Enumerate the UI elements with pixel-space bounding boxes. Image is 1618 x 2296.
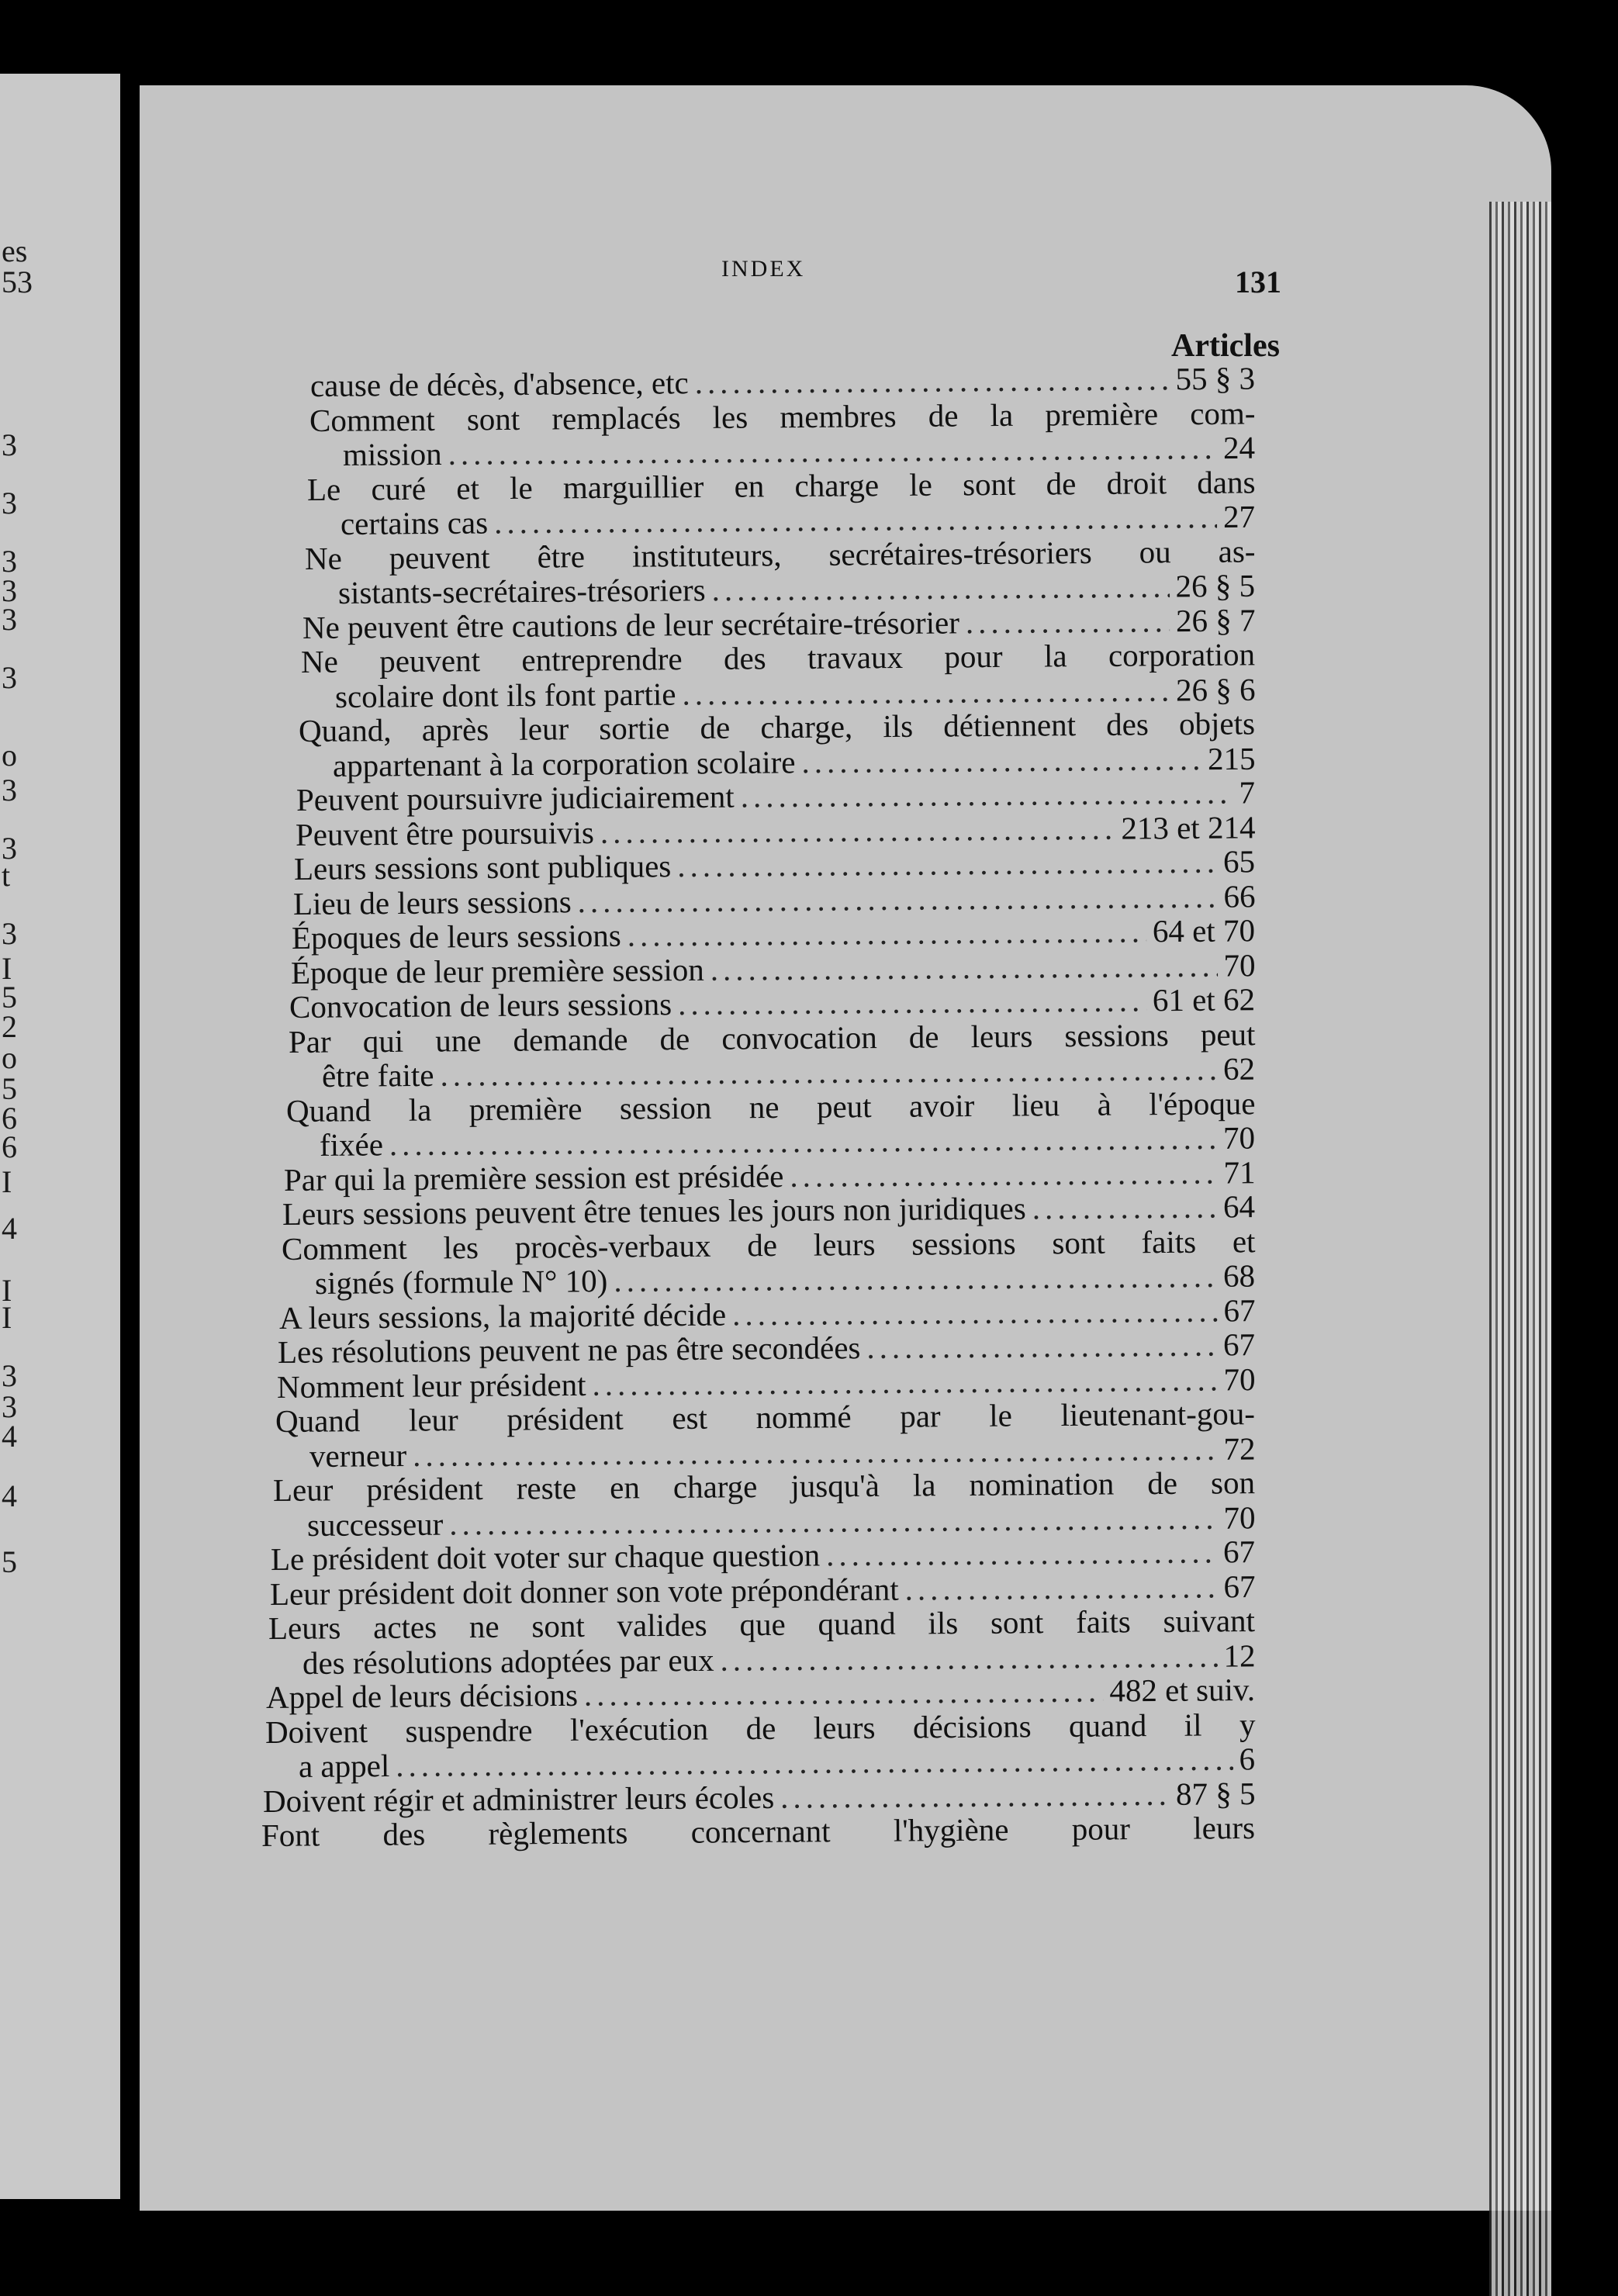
facing-page-fragment: o <box>2 1040 17 1075</box>
dot-leader <box>826 1534 1217 1572</box>
dot-leader <box>584 1674 1104 1712</box>
article-reference: 67 <box>1222 1292 1256 1328</box>
dot-leader <box>965 603 1169 639</box>
dot-leader <box>711 569 1169 607</box>
facing-page-fragment: 6 <box>2 1129 17 1164</box>
dot-leader <box>592 1362 1217 1401</box>
dot-leader <box>677 845 1217 883</box>
entry-text: Les résolutions peuvent ne pas être secondées <box>277 1330 861 1370</box>
entry-text: Leurs actes ne sont valides que quand ils sont faits suivant <box>268 1603 1256 1646</box>
facing-page-fragment: t <box>2 858 11 893</box>
article-reference: 68 <box>1222 1257 1256 1294</box>
entry-text: Époque de leur première session <box>290 951 704 991</box>
entry-text: Convocation de leurs sessions <box>289 986 672 1025</box>
facing-page-fragment: I <box>2 1273 12 1308</box>
entry-text: Leur président doit donner son vote prépondérant <box>269 1571 899 1612</box>
facing-page-fragment: 3 <box>2 660 17 695</box>
entry-text: fixée <box>319 1126 384 1163</box>
entry-text: verneur <box>309 1437 406 1474</box>
entry-text: A leurs sessions, la majorité décide <box>278 1295 726 1336</box>
facing-page-fragment: 3 <box>2 1358 17 1393</box>
article-reference: 67 <box>1222 1326 1256 1363</box>
facing-page-fragment: 3 <box>2 602 17 637</box>
entry-text: signés (formule N° 10) <box>314 1263 608 1301</box>
dot-leader <box>600 811 1115 849</box>
facing-page-fragment: I <box>2 1300 12 1335</box>
entry-text: successeur <box>306 1506 443 1543</box>
facing-page-fragment: 5 <box>2 1544 17 1579</box>
dot-leader <box>1032 1190 1218 1226</box>
index-entry-line <box>301 637 1255 679</box>
dot-leader <box>396 1742 1233 1783</box>
article-reference: 24 <box>1222 429 1256 466</box>
entry-text: Leurs sessions peuvent être tenues les jours non juridiques <box>282 1190 1026 1232</box>
article-reference: 87 § 5 <box>1175 1775 1256 1812</box>
article-reference: 215 <box>1207 740 1256 776</box>
article-reference: 64 et 70 <box>1152 912 1256 949</box>
facing-page-fragment: 4 <box>2 1419 17 1454</box>
dot-leader <box>720 1638 1217 1676</box>
articles-column-header: Articles <box>1171 328 1280 364</box>
entry-text: Le président doit voter sur chaque question <box>270 1537 821 1577</box>
entry-text: des résolutions adoptées par eux <box>302 1641 714 1681</box>
facing-page-fragment: 3 <box>2 573 17 608</box>
dot-leader <box>627 914 1146 952</box>
dot-leader <box>449 1500 1218 1540</box>
entry-text: Doivent suspendre l'exécution de leurs décisions quand il y <box>264 1706 1256 1750</box>
entry-text: Quand la première session ne peut avoir lieu à l'époque <box>285 1084 1256 1129</box>
article-reference: 62 <box>1222 1050 1256 1087</box>
dot-leader <box>866 1327 1217 1364</box>
index-entry-line <box>299 706 1255 748</box>
entry-text: Doivent régir et administrer leurs écoles <box>262 1779 774 1819</box>
facing-page-fragment: 3 <box>2 1389 17 1424</box>
facing-page-fragment: 3 <box>2 544 17 579</box>
dot-leader <box>780 1776 1169 1814</box>
entry-text: scolaire dont ils font partie <box>334 676 676 714</box>
article-reference: 26 § 6 <box>1175 671 1256 707</box>
entry-text: Font des règlements concernant l'hygiène pour leurs <box>261 1809 1256 1853</box>
entry-text: mission <box>342 435 442 472</box>
article-reference: 67 <box>1222 1568 1256 1604</box>
article-reference: 26 § 7 <box>1175 601 1256 638</box>
dot-leader <box>389 1121 1217 1161</box>
entry-text: être faite <box>321 1056 434 1094</box>
entry-text: Appel de leurs décisions <box>265 1676 579 1715</box>
facing-page-fragment: 3 <box>2 486 17 520</box>
facing-page-fragment: 5 <box>2 980 17 1015</box>
dot-leader <box>614 1259 1217 1298</box>
article-reference: 70 <box>1222 946 1256 984</box>
running-header: INDEX <box>721 256 806 282</box>
entry-text: Leurs sessions sont publiques <box>293 848 672 887</box>
article-reference: 70 <box>1222 1361 1256 1397</box>
index-entry-line <box>261 1810 1255 1852</box>
article-reference: 26 § 5 <box>1175 567 1256 604</box>
entry-text: Par qui la première session est présidée <box>283 1157 784 1198</box>
facing-page-fragment: 3 <box>2 831 17 866</box>
article-reference: 7 <box>1239 774 1256 811</box>
article-reference: 72 <box>1222 1430 1256 1467</box>
facing-page-fragment: 3 <box>2 773 17 807</box>
article-reference: 27 <box>1222 498 1256 535</box>
dot-leader <box>710 948 1217 986</box>
article-reference: 70 <box>1222 1499 1256 1536</box>
entry-text: Par qui une demande de convocation de leurs sessions peut <box>288 1015 1256 1060</box>
article-reference: 482 et suiv. <box>1109 1671 1256 1709</box>
article-reference: 55 § 3 <box>1175 360 1256 397</box>
article-reference: 12 <box>1222 1637 1256 1674</box>
entry-text: Peuvent poursuivre judiciairement <box>296 778 735 818</box>
dot-leader <box>678 983 1146 1021</box>
article-reference: 213 et 214 <box>1120 808 1256 846</box>
facing-page-fragment: 4 <box>2 1211 17 1246</box>
page-number: 131 <box>1235 265 1281 299</box>
entry-text: Époques de leurs sessions <box>291 917 621 956</box>
article-reference: 6 <box>1239 1741 1256 1777</box>
entry-text: Comment les procès-verbaux de leurs sessions sont faits et <box>281 1222 1256 1267</box>
entry-text: Comment sont remplacés les membres de la première com- <box>309 394 1256 438</box>
article-reference: 71 <box>1222 1153 1256 1190</box>
facing-page-fragment: 3 <box>2 427 17 462</box>
entry-text: Lieu de leurs sessions <box>292 883 572 922</box>
entry-text: certains cas <box>340 504 489 541</box>
facing-page-fragment: es <box>2 233 28 268</box>
article-reference: 65 <box>1222 843 1256 880</box>
dot-leader <box>494 500 1217 539</box>
dot-leader <box>577 879 1217 918</box>
entry-text: Nomment leur président <box>276 1366 586 1405</box>
article-reference: 67 <box>1222 1534 1256 1570</box>
entry-text: appartenant à la corporation scolaire <box>332 743 796 783</box>
facing-page-fragment: o <box>2 738 17 773</box>
entry-text: sistants-secrétaires-trésoriers <box>337 572 706 610</box>
facing-page-fragment: 53 <box>2 265 33 299</box>
dot-leader <box>904 1569 1217 1606</box>
entry-text: Ne peuvent entreprendre des travaux pour la corporation <box>300 636 1256 679</box>
facing-page-fragment: 4 <box>2 1478 17 1513</box>
entry-text: Ne peuvent être cautions de leur secrétaire-trésorier <box>302 603 959 645</box>
entry-text: a appel <box>298 1748 390 1784</box>
entry-text: Peuvent être poursuivis <box>295 814 594 852</box>
article-reference: 61 et 62 <box>1152 981 1256 1018</box>
facing-page-fragment: 5 <box>2 1071 17 1106</box>
facing-page-fragment: 6 <box>2 1101 17 1136</box>
facing-page-fragment: 3 <box>2 916 17 951</box>
entry-text: Le curé et le marguillier en charge le sont de droit dans <box>306 463 1256 507</box>
dot-leader <box>682 673 1170 711</box>
facing-page-fragment: 2 <box>2 1009 17 1044</box>
dot-leader <box>801 742 1201 779</box>
facing-page-fragment: I <box>2 951 12 986</box>
facing-page-fragment: I <box>2 1164 12 1199</box>
dot-leader <box>731 1293 1217 1331</box>
entry-text: Quand, après leur sortie de charge, ils détiennent des objets <box>298 705 1256 749</box>
entry-text: Leur président reste en charge jusqu'à la nomination de son <box>272 1464 1256 1508</box>
article-reference: 70 <box>1222 1119 1256 1156</box>
dot-leader <box>790 1155 1217 1192</box>
dot-leader <box>741 776 1233 814</box>
article-reference: 64 <box>1222 1188 1256 1225</box>
entry-text: Ne peuvent être instituteurs, secrétaires-trésoriers ou as- <box>304 532 1256 576</box>
article-reference: 66 <box>1222 877 1256 915</box>
dot-leader <box>695 361 1170 399</box>
entry-text: cause de décès, d'absence, etc <box>309 365 689 403</box>
entry-text: Quand leur président est nommé par le lieutenant-gou- <box>275 1395 1256 1439</box>
